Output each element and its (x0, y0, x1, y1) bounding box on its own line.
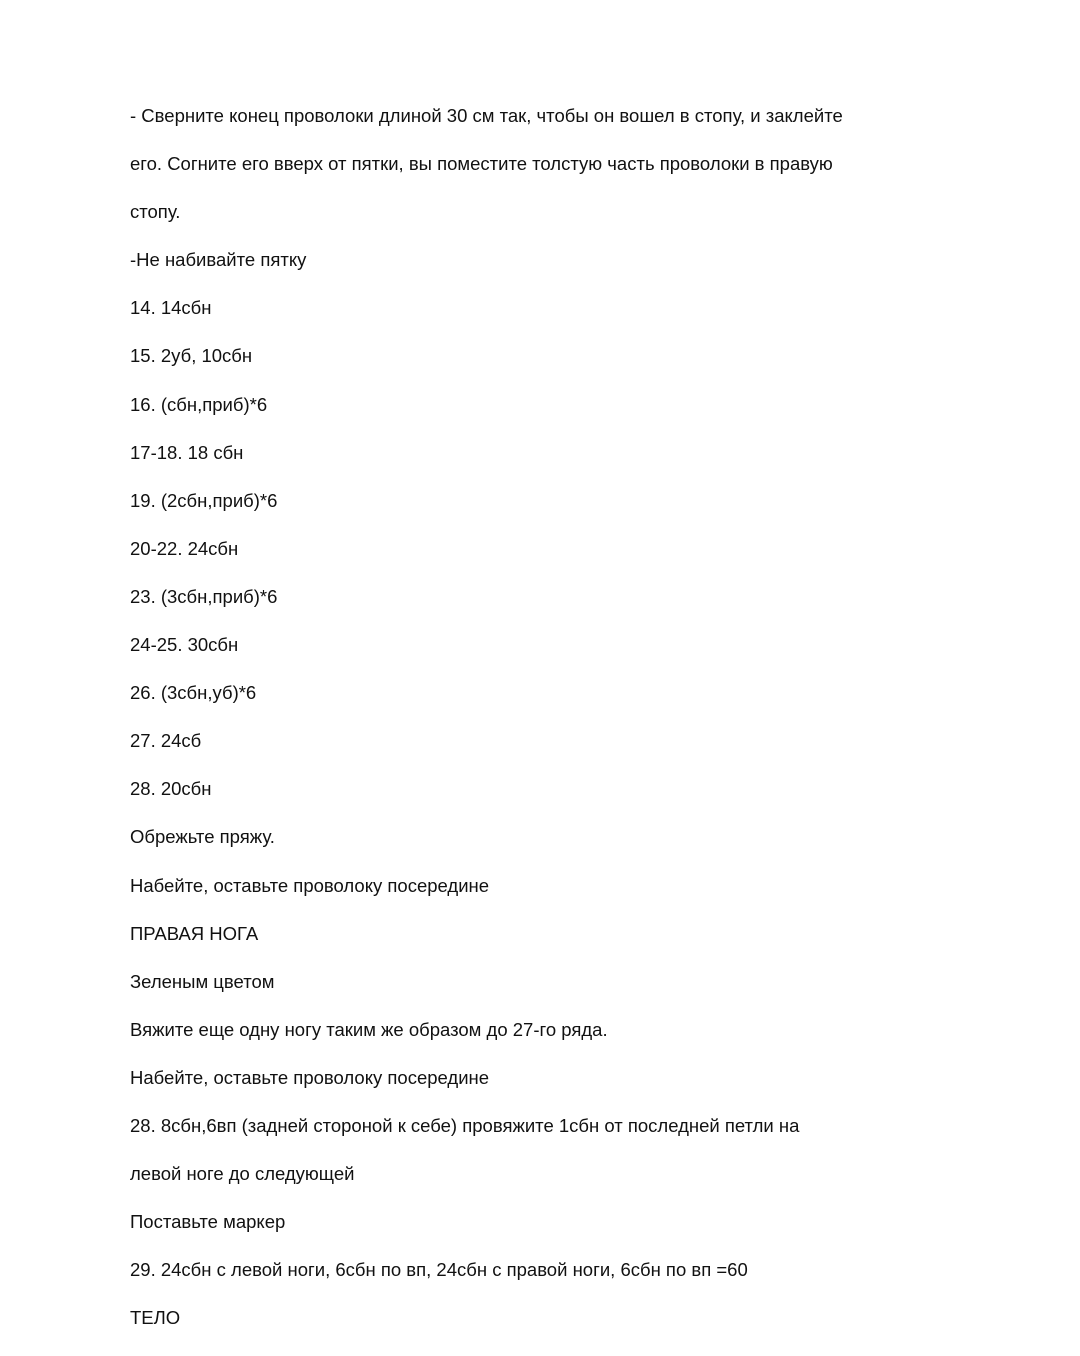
text-line-stuff-wire-2: Набейте, оставьте проволоку посередине (130, 1066, 490, 1088)
row-28-join-2: левой ноге до следующей (130, 1163, 355, 1185)
text-line-wire-instruction-2: его. Согните его вверх от пятки, вы поместите толстую часть проволоки в правую (130, 153, 833, 175)
document-body (130, 92, 950, 1342)
text-line-wire-instruction-3: стопу. (130, 201, 181, 223)
row-29: 29. 24сбн с левой ноги, 6сбн по вп, 24сбн с правой ноги, 6сбн по вп =60 (130, 1259, 748, 1281)
row-16: 16. (сбн,приб)*6 (130, 393, 268, 415)
text-line-knit-another-leg: Вяжите еще одну ногу таким же образом до 27-го ряда. (130, 1018, 608, 1040)
row-19: 19. (2сбн,приб)*6 (130, 489, 278, 511)
text-line-place-marker: Поставьте маркер (130, 1211, 286, 1233)
row-28: 28. 20сбн (130, 778, 212, 800)
row-27: 27. 24сб (130, 730, 202, 752)
row-17-18: 17-18. 18 сбн (130, 441, 244, 463)
row-15: 15. 2уб, 10сбн (130, 345, 253, 367)
section-heading-body: ТЕЛО (130, 1307, 181, 1329)
row-23: 23. (3сбн,приб)*6 (130, 585, 278, 607)
text-line-stuff-wire: Набейте, оставьте проволоку посередине (130, 874, 490, 896)
section-heading-right-leg: ПРАВАЯ НОГА (130, 922, 259, 944)
row-24-25: 24-25. 30сбн (130, 634, 239, 656)
text-line-wire-instruction-1: - Сверните конец проволоки длиной 30 см так, чтобы он вошел в стопу, и заклейте (130, 105, 843, 126)
row-20-22: 20-22. 24сбн (130, 537, 239, 559)
text-line-cut-yarn: Обрежьте пряжу. (130, 826, 275, 848)
row-28-join-1: 28. 8сбн,6вп (задней стороной к себе) провяжите 1сбн от последней петли на (130, 1114, 800, 1136)
row-26: 26. (3сбн,уб)*6 (130, 682, 257, 704)
text-line-green-color: Зеленым цветом (130, 970, 275, 992)
row-14: 14. 14сбн (130, 297, 212, 319)
text-line-no-stuff-heel: -Не набивайте пятку (130, 249, 307, 271)
